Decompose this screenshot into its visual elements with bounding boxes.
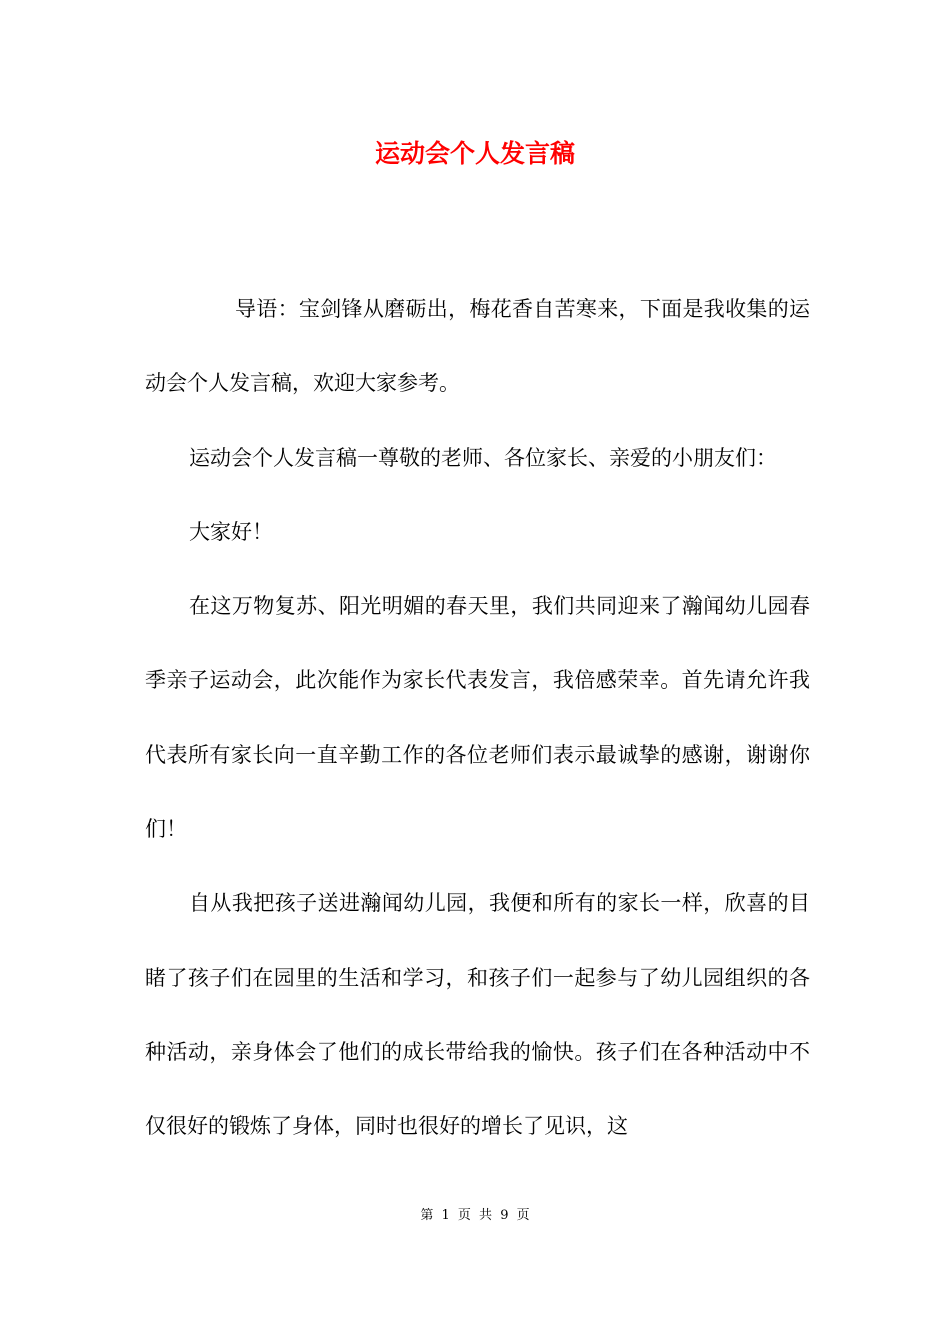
- body-paragraph: 自从我把孩子送进瀚闻幼儿园，我便和所有的家长一样，欣喜的目睹了孩子们在园里的生活和学习，和孩子们一起参与了幼儿园组织的各种活动，亲身体会了他们的成长带给我的愉快。孩子们在各种活动中不仅很好的锻炼了身体，同时也很好的增长了见识，这: [145, 891, 810, 1139]
- intro-paragraph: 导语：宝剑锋从磨砺出，梅花香自苦寒来，下面是我收集的运动会个人发言稿，欢迎大家参考。: [145, 297, 810, 396]
- document-title: 运动会个人发言稿: [374, 139, 575, 168]
- greeting-paragraph: 大家好！: [189, 519, 273, 544]
- document-body: [145, 272, 810, 1164]
- salutation-paragraph: 运动会个人发言稿一尊敬的老师、各位家长、亲爱的小朋友们：: [189, 445, 777, 470]
- body-paragraph: 在这万物复苏、阳光明媚的春天里，我们共同迎来了瀚闻幼儿园春季亲子运动会，此次能作为家长代表发言，我倍感荣幸。首先请允许我代表所有家长向一直辛勤工作的各位老师们表示最诚挚的感谢，谢谢你们！: [145, 594, 810, 842]
- page-number-footer: 第 1 页 共 9 页: [420, 1208, 530, 1223]
